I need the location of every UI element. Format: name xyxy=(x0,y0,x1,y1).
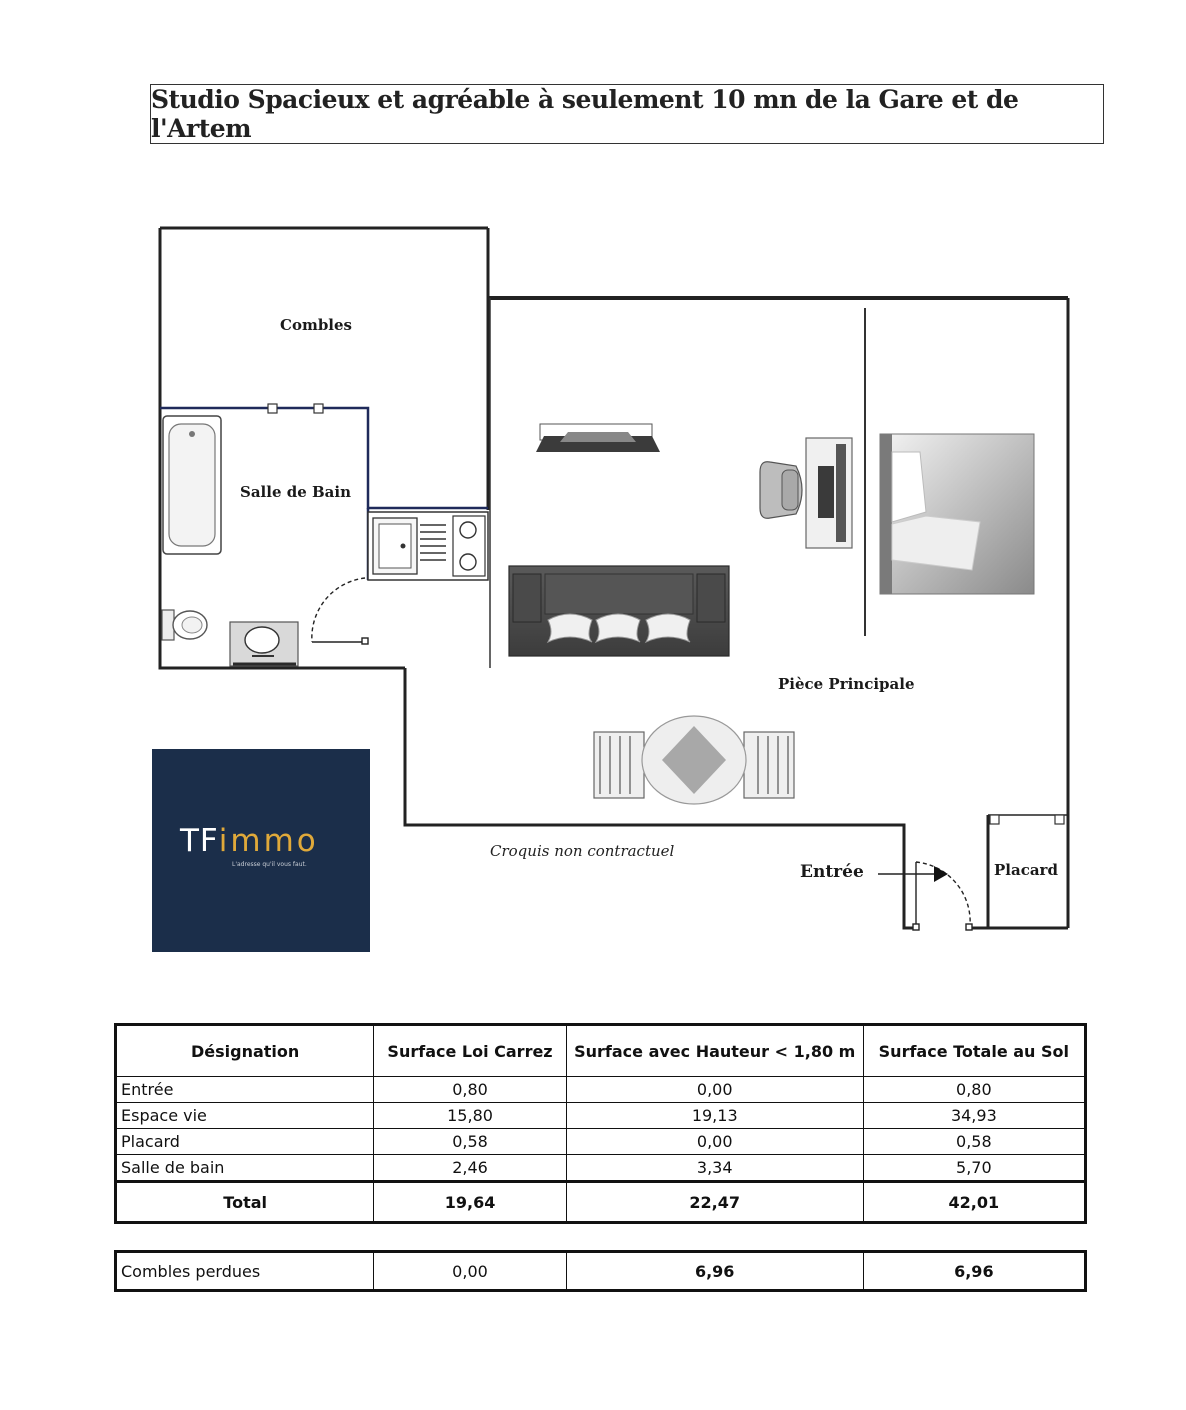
table-cell: 22,47 xyxy=(566,1182,863,1223)
tfimmo-logo xyxy=(152,749,370,952)
desk xyxy=(760,438,852,548)
room-label-piece-principale: Pièce Principale xyxy=(778,675,915,693)
table-cell: 19,13 xyxy=(566,1103,863,1129)
sofa xyxy=(509,566,729,656)
room-label-entree: Entrée xyxy=(800,862,864,882)
main-bottom-wall xyxy=(405,668,916,928)
table-header-row xyxy=(116,1025,1086,1077)
table-row xyxy=(116,1252,1086,1291)
table-cell: 3,34 xyxy=(566,1155,863,1182)
logo-wordmark xyxy=(180,823,319,859)
table-cell: Espace vie xyxy=(116,1103,374,1129)
washbasin xyxy=(230,622,298,666)
table-cell: 2,46 xyxy=(374,1155,566,1182)
tv-unit xyxy=(536,424,660,452)
table-cell: Entrée xyxy=(116,1077,374,1103)
disclaimer-note: Croquis non contractuel xyxy=(490,842,675,860)
table-header: Désignation xyxy=(116,1025,374,1077)
room-label-combles: Combles xyxy=(280,316,352,334)
table-header: Surface Totale au Sol xyxy=(863,1025,1085,1077)
logo-wordmark-prefix: TF xyxy=(180,823,219,859)
table-cell: Total xyxy=(116,1182,374,1223)
surface-table xyxy=(114,1023,1087,1224)
bed xyxy=(880,434,1034,594)
table-cell: 0,58 xyxy=(863,1129,1085,1155)
combles-table xyxy=(114,1250,1087,1292)
table-cell: 5,70 xyxy=(863,1155,1085,1182)
table-cell: 15,80 xyxy=(374,1103,566,1129)
table-cell: 19,64 xyxy=(374,1182,566,1223)
bathtub xyxy=(163,416,221,554)
table-cell: Placard xyxy=(116,1129,374,1155)
table-total-row xyxy=(116,1182,1086,1223)
kitchenette xyxy=(368,512,488,580)
table-cell: 6,96 xyxy=(566,1252,863,1291)
dining-table xyxy=(594,716,794,804)
placard-shelf xyxy=(990,815,1064,824)
page-title: Studio Spacieux et agréable à seulement 10 mn de la Gare et de l'Artem xyxy=(151,85,1019,143)
table-row xyxy=(116,1077,1086,1103)
table-cell: 42,01 xyxy=(863,1182,1085,1223)
table-row xyxy=(116,1103,1086,1129)
bathroom-door xyxy=(312,578,368,644)
logo-tagline: L'adresse qu'il vous faut. xyxy=(232,861,307,868)
table-row xyxy=(116,1129,1086,1155)
table-row xyxy=(116,1155,1086,1182)
entrance-arrow xyxy=(878,866,948,882)
table-cell: 0,00 xyxy=(566,1129,863,1155)
table-header: Surface Loi Carrez xyxy=(374,1025,566,1077)
table-cell: Salle de bain xyxy=(116,1155,374,1182)
table-cell: Combles perdues xyxy=(116,1252,374,1291)
logo-wordmark-suffix: immo xyxy=(218,823,319,859)
room-label-salle-de-bain: Salle de Bain xyxy=(240,483,351,501)
table-cell: 0,00 xyxy=(566,1077,863,1103)
table-cell: 0,00 xyxy=(374,1252,566,1291)
table-cell: 6,96 xyxy=(863,1252,1085,1291)
table-cell: 0,58 xyxy=(374,1129,566,1155)
table-header: Surface avec Hauteur < 1,80 m xyxy=(566,1025,863,1077)
table-cell: 0,80 xyxy=(374,1077,566,1103)
room-label-placard: Placard xyxy=(994,861,1058,879)
table-cell: 0,80 xyxy=(863,1077,1085,1103)
toilet xyxy=(162,610,207,640)
table-cell: 34,93 xyxy=(863,1103,1085,1129)
